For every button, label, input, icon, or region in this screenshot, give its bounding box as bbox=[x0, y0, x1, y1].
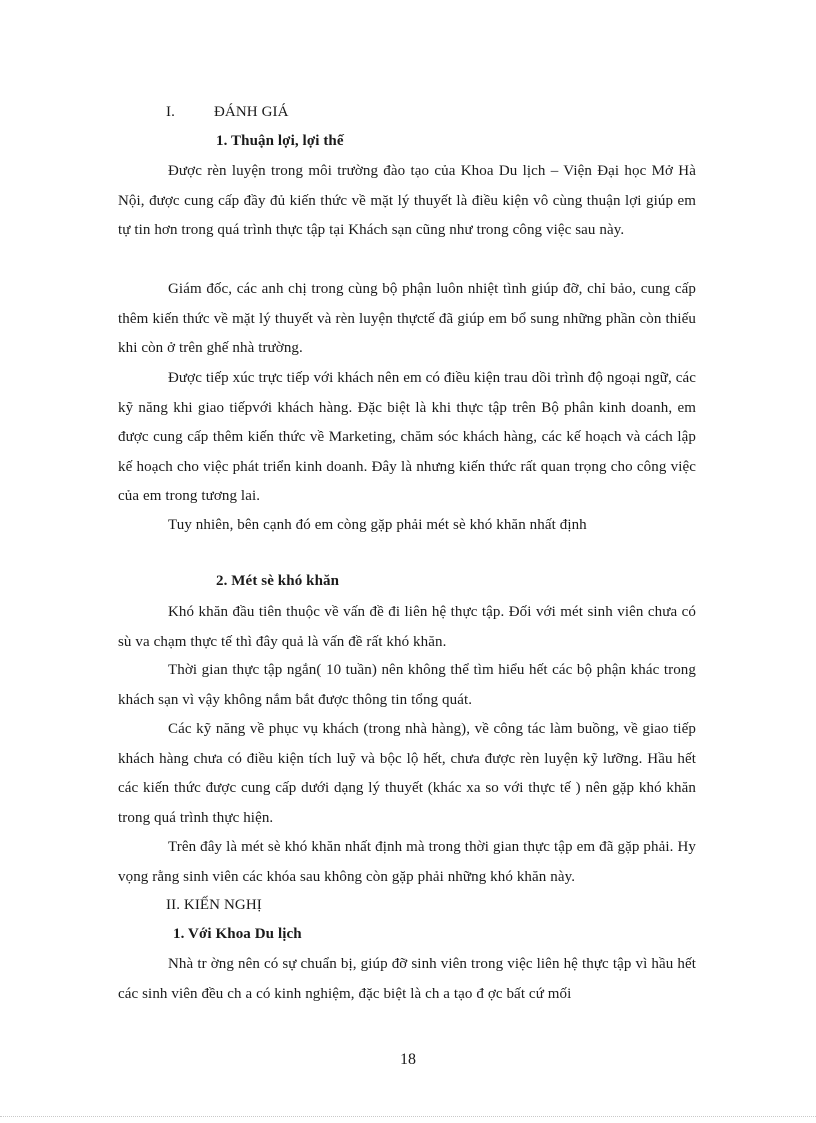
paragraph-7: Các kỹ năng về phục vụ khách (trong nhà hàng), về công tác làm buồng, về giao tiếp khách hàng chưa có điều kiện tích luỹ và bộc lộ hết, chưa được rèn luyện kỹ lưỡng. Hầu hết các kiến thức được cung cấp dưới dạng lý thuyết (khác xa so với thực tế ) nên gặp khó khăn trong quá trình thực hiện. bbox=[118, 721, 696, 826]
paragraph-3: Được tiếp xúc trực tiếp với khách nên em có điều kiện trau dồi trình độ ngoại ngữ, các kỹ năng khi giao tiếpvới khách hàng. Đặc biệt là khi thực tập trên Bộ phân kinh doanh, em được cung cấp thêm kiến thức về Marketing, chăm sóc khách hàng, các kế hoạch và cách lập kế hoạch cho việc phát triển kinh doanh. Đây là nhưng kiến thức rất quan trọng cho công việc của em trong tương lai. bbox=[118, 370, 696, 504]
section-title: ĐÁNH GIÁ bbox=[214, 104, 289, 120]
page-number: 18 bbox=[400, 1051, 416, 1068]
paragraph-8: Trên đây là mét sè khó khăn nhất định mà trong thời gian thực tập em đã gặp phải. Hy vọng rằng sinh viên các khóa sau không còn gặp phải những khó khăn này. bbox=[118, 839, 696, 885]
section-heading-1 bbox=[166, 104, 289, 121]
subheading-advantages: 1. Thuận lợi, lợi thế bbox=[216, 133, 344, 149]
page-bottom-edge bbox=[0, 1116, 816, 1117]
section-numeral: I. bbox=[166, 104, 175, 120]
paragraph-9: Nhà tr ờng nên có sự chuẩn bị, giúp đỡ sinh viên trong việc liên hệ thực tập vì hầu hết các sinh viên đều ch a có kinh nghiệm, đặc biệt là ch a tạo đ ợc bất cứ mối bbox=[118, 956, 696, 1002]
paragraph-5: Khó khăn đầu tiên thuộc về vấn đề đi liên hệ thực tập. Đối với mét sinh viên chưa có sù va chạm thực tế thì đây quả là vấn đề rất khó khăn. bbox=[118, 604, 696, 650]
paragraph-4: Tuy nhiên, bên cạnh đó em còng gặp phải mét sè khó khăn nhất định bbox=[168, 517, 587, 533]
paragraph-6: Thời gian thực tập ngắn( 10 tuần) nên không thể tìm hiểu hết các bộ phận khác trong khách sạn vì vậy không nắm bắt được thông tin tổng quát. bbox=[118, 662, 696, 708]
subheading-faculty: 1. Với Khoa Du lịch bbox=[173, 926, 302, 942]
paragraph-2: Giám đốc, các anh chị trong cùng bộ phận luôn nhiệt tình giúp đỡ, chỉ bảo, cung cấp thêm kiến thức về mặt lý thuyết và rèn luyện thựctế đã giúp em bổ sung những phần còn thiếu khi còn ở trên ghế nhà trường. bbox=[118, 281, 696, 356]
section-heading-2: II. KIẾN NGHỊ bbox=[166, 897, 262, 913]
paragraph-1: Được rèn luyện trong môi trường đào tạo của Khoa Du lịch – Viện Đại học Mở Hà Nội, được cung cấp đầy đủ kiến thức về mặt lý thuyết là điều kiện vô cùng thuận lợi giúp em tự tin hơn trong quá trình thực tập tại Khách sạn cũng như trong công việc sau này. bbox=[118, 163, 696, 238]
subheading-difficulties: 2. Mét sè khó khăn bbox=[216, 573, 340, 589]
